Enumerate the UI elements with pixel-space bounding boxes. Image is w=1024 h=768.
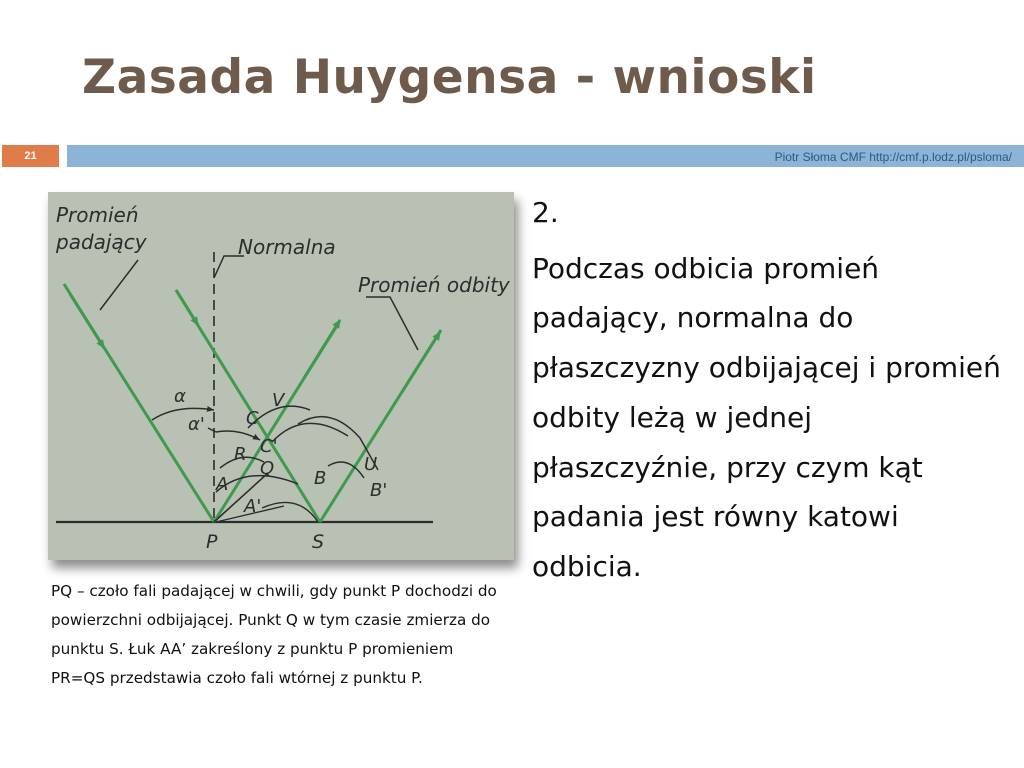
slide-number-badge (2, 145, 59, 167)
label-p: P (206, 531, 218, 553)
label-normal: Normalna (238, 235, 336, 259)
slide-number: 21 (24, 150, 37, 162)
label-s: S (312, 531, 325, 553)
header-bar (67, 145, 1024, 167)
figure-caption: PQ – czoło fali padającej w chwili, gdy punkt P dochodzi do powierzchni odbijającej. Punkt Q w tym czasie zmierza do punktu S. Łuk AA’ zakreślony z punktu P promieniem PR=QS przedstawia czoło fali wtórnej z punktu P. (51, 582, 497, 687)
label-u: U (364, 454, 378, 475)
label-alpha-prime: α' (188, 414, 205, 435)
reflection-diagram (48, 192, 514, 560)
slide-title: Zasada Huygensa - wnioski (82, 50, 817, 105)
label-c-prime: C' (260, 436, 278, 457)
label-b: B (314, 468, 327, 489)
reflection-law-text: Podczas odbicia promień padający, normalna do płaszczyzny odbijającej i promień odbity leżą w jednej płaszczyźnie, przy czym kąt padania jest równy katowi odbicia. (532, 251, 1001, 583)
author-footer: Piotr Słoma CMF http://cmf.p.lodz.pl/psloma/ (774, 150, 1012, 164)
label-reflected-ray: Promień odbity (358, 273, 510, 297)
reflection-diagram-svg (48, 192, 514, 560)
label-c: C (246, 408, 259, 429)
point-number: 2. (532, 196, 559, 229)
label-r: R (234, 444, 247, 465)
label-q: Q (260, 458, 275, 479)
label-a: A (216, 474, 229, 495)
label-alpha: α (174, 386, 186, 407)
label-incident-ray-2: padający (56, 230, 147, 254)
label-b-prime: B' (370, 480, 388, 501)
label-incident-ray-1: Promień (56, 203, 139, 227)
label-v: V (272, 390, 285, 411)
label-a-prime: A' (244, 496, 262, 517)
main-content (532, 188, 1002, 592)
